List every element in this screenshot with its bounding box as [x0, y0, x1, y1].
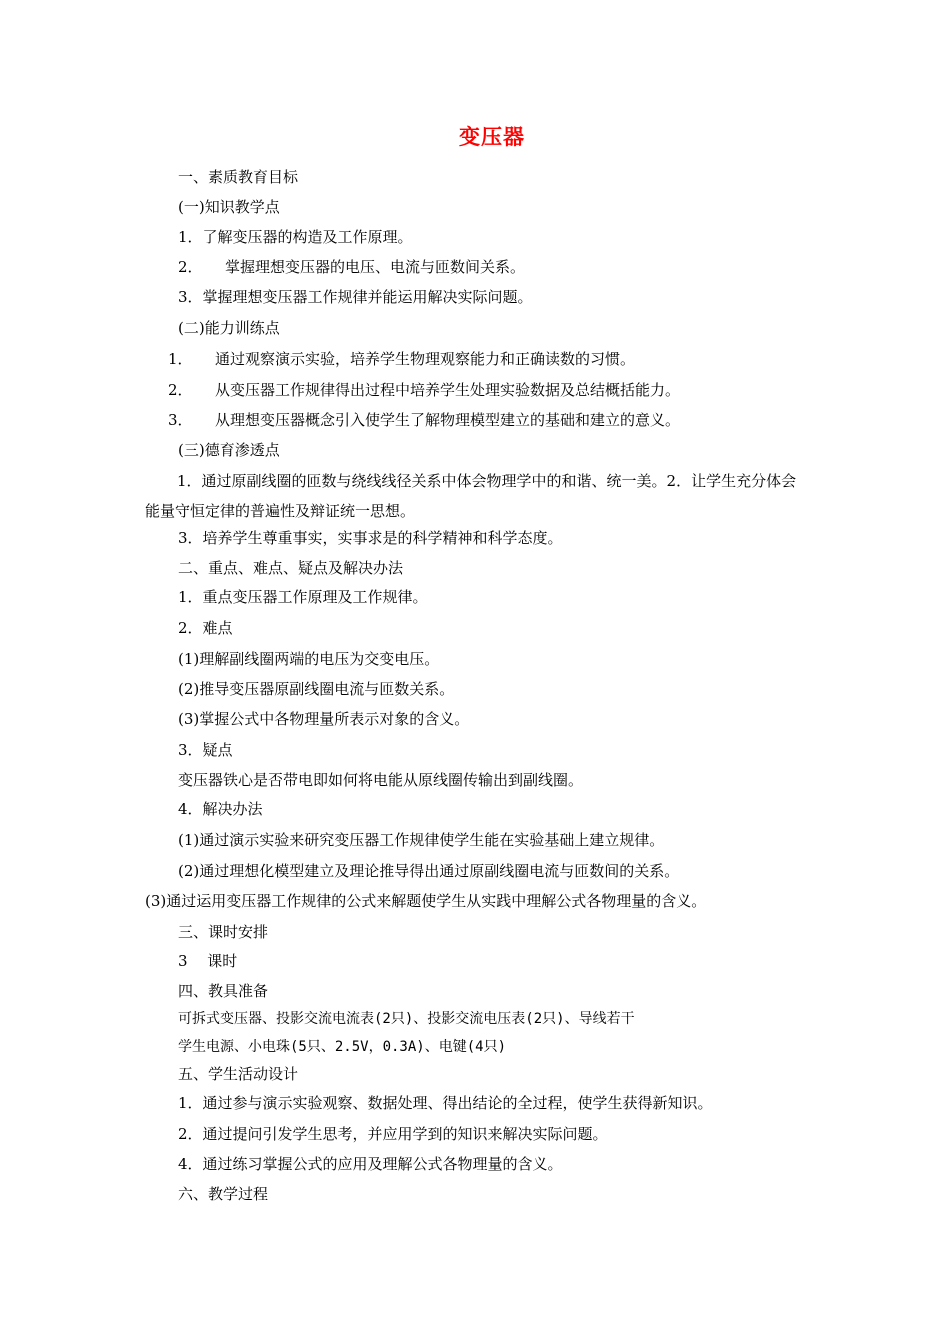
subsection-heading: (二)能力训练点	[178, 319, 280, 337]
subsection-heading: (三)德育渗透点	[178, 441, 280, 459]
subsection-heading: (一)知识教学点	[178, 198, 280, 216]
list-item: (1)理解副线圈两端的电压为交变电压。	[178, 650, 440, 668]
list-item: 3．掌握理想变压器工作规律并能运用解决实际问题。	[178, 288, 533, 306]
list-item: (2)通过理想化模型建立及理论推导得出通过原副线圈电流与匝数间的关系。	[178, 862, 680, 880]
list-item: 2． 从变压器工作规律得出过程中培养学生处理实验数据及总结概括能力。	[168, 381, 681, 399]
section-heading: 二、重点、难点、疑点及解决办法	[178, 559, 404, 577]
list-item: 1．了解变压器的构造及工作原理。	[178, 228, 413, 246]
list-item: 2．通过提问引发学生思考，并应用学到的知识来解决实际问题。	[178, 1125, 608, 1143]
list-item: 3．疑点	[178, 741, 233, 759]
list-item: (2)推导变压器原副线圈电流与匝数关系。	[178, 680, 455, 698]
list-item: 1．重点变压器工作原理及工作规律。	[178, 588, 428, 606]
document-title: 变压器	[459, 124, 525, 149]
section-heading: 三、课时安排	[178, 923, 269, 941]
section-heading: 五、学生活动设计	[178, 1065, 299, 1083]
list-item: 1． 通过观察演示实验，培养学生物理观察能力和正确读数的习惯。	[168, 350, 636, 368]
paragraph: 学生电源、小电珠(5只、2.5V，0.3A)、电键(4只)	[178, 1039, 507, 1055]
list-item: 2．难点	[178, 619, 233, 637]
list-item: 1．通过参与演示实验观察、数据处理、得出结论的全过程，使学生获得新知识。	[178, 1094, 713, 1112]
list-item: 4．通过练习掌握公式的应用及理解公式各物理量的含义。	[178, 1155, 563, 1173]
list-item: 3．培养学生尊重事实，实事求是的科学精神和科学态度。	[178, 529, 563, 547]
list-item: (3)掌握公式中各物理量所表示对象的含义。	[178, 710, 470, 728]
section-heading: 六、教学过程	[178, 1185, 269, 1203]
section-heading: 四、教具准备	[178, 982, 269, 1000]
section-heading: 一、素质教育目标	[178, 168, 299, 186]
list-item: 4．解决办法	[178, 800, 263, 818]
list-item: (3)通过运用变压器工作规律的公式来解题使学生从实践中理解公式各物理量的含义。	[145, 892, 707, 910]
paragraph: 1．通过原副线圈的匝数与绕线线径关系中体会物理学中的和谐、统一美。2．让学生充分体会能量守恒定律的普遍性及辩证统一思想。	[145, 472, 797, 520]
list-item: (1)通过演示实验来研究变压器工作规律使学生能在实验基础上建立规律。	[178, 831, 665, 849]
paragraph: 可拆式变压器、投影交流电流表(2只)、投影交流电压表(2只)、导线若干	[178, 1011, 635, 1027]
paragraph: 3 课时	[178, 952, 238, 970]
paragraph: 变压器铁心是否带电即如何将电能从原线圈传输出到副线圈。	[178, 771, 584, 789]
list-item: 3． 从理想变压器概念引入使学生了解物理模型建立的基础和建立的意义。	[168, 411, 681, 429]
list-item: 2． 掌握理想变压器的电压、电流与匝数间关系。	[178, 258, 526, 276]
